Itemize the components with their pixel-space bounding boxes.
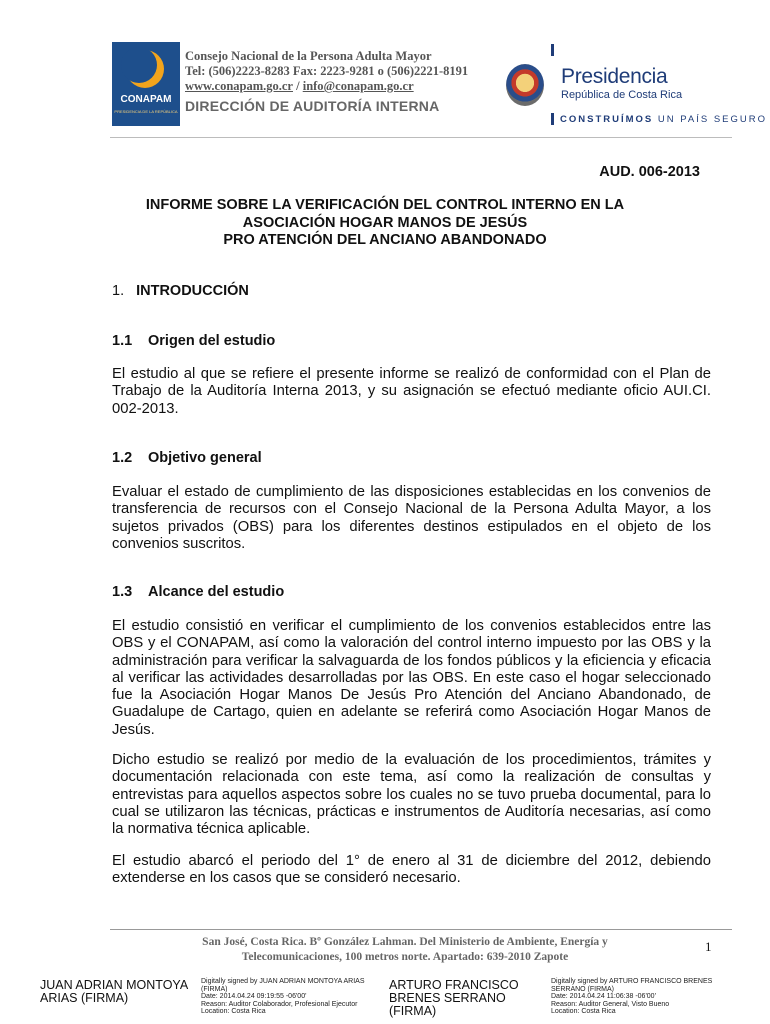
contact-separator: /	[296, 79, 300, 93]
signer-name-line: ARTURO FRANCISCO	[389, 978, 519, 992]
signature-meta-line: Location: Costa Rica	[551, 1008, 616, 1015]
paragraph-alcance-1: El estudio consistió en verificar el cumplimiento de los convenios establecidos entre las OBS y el CONAPAM, así como la valoración del control interno impuesto por las OBS y la administración para verificar la salvaguarda de los fondos públicos y la eficiencia y eficacia al verificar las actividades desarrolladas por las OBS. En este caso el hogar seleccionado fue la Asociación Hogar Manos De Jesús Pro Atención del Anciano Abandonado, de Guadalupe de Cartago, quien en adelante se referirá como Asociación Hogar Manos de Jesús.	[112, 618, 711, 738]
signature-meta-line: Digitally signed by JUAN ADRIAN MONTOYA ARIAS	[201, 978, 365, 985]
section-heading-1-2	[112, 450, 262, 466]
signature-details	[201, 978, 381, 1016]
section-number: 1.	[112, 283, 125, 299]
section-heading-1-3	[112, 584, 284, 600]
section-title: INTRODUCCIÓN	[136, 283, 249, 299]
signer-name-line: ARIAS (FIRMA)	[40, 991, 129, 1005]
org-contact	[185, 79, 414, 94]
coat-of-arms-icon	[506, 64, 544, 106]
signature-name	[40, 979, 200, 1005]
conapam-logo	[112, 42, 180, 126]
presidencia-bar	[551, 44, 554, 56]
signature-meta-line: Date: 2014.04.24 11:06:38 -06'00'	[551, 993, 656, 1000]
paragraph-alcance-3: El estudio abarcó el periodo del 1° de enero al 31 de diciembre del 2012, debiendo extenderse en los casos que se consideró necesario.	[112, 853, 711, 887]
signature-meta-line: (FIRMA)	[201, 985, 228, 993]
signature-meta-line: Date: 2014.04.24 09:19:55 -06'00'	[201, 993, 307, 1000]
moon-icon	[121, 47, 157, 83]
motto-bold: CONSTRUÍMOS	[560, 114, 654, 125]
address-line: San José, Costa Rica. Bº González Lahman. Del Ministerio de Ambiente, Energía y	[202, 936, 608, 948]
signature-meta-line: Digitally signed by ARTURO FRANCISCO BRENES	[551, 978, 713, 985]
footer-divider	[110, 929, 732, 930]
title-line: INFORME SOBRE LA VERIFICACIÓN DEL CONTROL INTERNO EN LA	[145, 197, 625, 213]
department-title: DIRECCIÓN DE AUDITORÍA INTERNA	[185, 98, 440, 114]
signer-name-line: BRENES SERRANO (FIRMA)	[389, 991, 506, 1018]
section-number: 1.2	[112, 450, 133, 466]
signature-name	[389, 979, 549, 1018]
paragraph-objetivo: Evaluar el estado de cumplimiento de las disposiciones establecidas en los convenios de transferencia de recursos con el Consejo Nacional de la Persona Adulta Mayor, a los sujetos privados (OBS) para los diferentes destinos estipulados en el objeto de los convenios suscritos.	[112, 484, 711, 552]
page-number: 1	[705, 939, 712, 954]
signature-details	[551, 978, 731, 1016]
signature-meta-line: Reason: Auditor Colaborador, Profesional Ejecutor	[201, 1000, 358, 1008]
presidencia-subtitle: República de Costa Rica	[561, 89, 683, 101]
title-line: PRO ATENCIÓN DEL ANCIANO ABANDONADO	[223, 232, 547, 248]
footer-address	[140, 935, 670, 965]
section-title: Alcance del estudio	[148, 584, 285, 600]
section-heading-1	[112, 283, 249, 299]
org-phones: Tel: (506)2223-8283 Fax: 2223-9281 o (506)2221-8191	[185, 64, 469, 78]
presidencia-motto	[560, 114, 767, 125]
signature-meta-line: SERRANO (FIRMA)	[551, 985, 614, 993]
logo-subtitle: PRESIDENCIA DE LA REPÚBLICA	[114, 109, 178, 114]
signature-meta-line: Reason: Auditor General, Visto Bueno	[551, 1000, 670, 1008]
paragraph-origen: El estudio al que se refiere el presente informe se realizó de conformidad con el Plan de Trabajo de la Auditoría Interna 2013, y su asignación se efectuó mediante oficio AUI.CI. 002-2013.	[112, 366, 711, 417]
signer-name-line: JUAN ADRIAN MONTOYA	[40, 978, 189, 992]
section-title: Objetivo general	[148, 450, 262, 466]
section-heading-1-1	[112, 333, 275, 349]
title-line: ASOCIACIÓN HOGAR MANOS DE JESÚS	[242, 214, 528, 231]
website-link[interactable]: www.conapam.go.cr	[185, 79, 293, 93]
signature-meta-line: Location: Costa Rica	[201, 1008, 266, 1015]
section-number: 1.1	[112, 333, 133, 349]
logo-name: CONAPAM	[120, 94, 172, 105]
motto-rest: UN PAÍS SEGURO	[657, 114, 768, 125]
email-link[interactable]: info@conapam.go.cr	[302, 79, 414, 93]
header-divider	[110, 137, 732, 138]
section-title: Origen del estudio	[148, 333, 276, 349]
motto-bar	[551, 113, 554, 125]
section-number: 1.3	[112, 584, 133, 600]
presidencia-title: Presidencia	[561, 65, 668, 88]
document-code: AUD. 006-2013	[599, 164, 700, 180]
document-title	[110, 197, 660, 250]
address-line: Telecomunicaciones, 100 metros norte. Apartado: 639-2010 Zapote	[241, 951, 569, 963]
org-name: Consejo Nacional de la Persona Adulta Mayor	[185, 49, 432, 63]
paragraph-alcance-2: Dicho estudio se realizó por medio de la evaluación de los procedimientos, trámites y documentación relacionada con este tema, así como la realización de consultas y entrevistas para aquellos aspectos sobre los cuales no se tuvo prueba documental, para lo cual se utilizaron las técnicas, prácticas e instrumentos de Auditoría necesarias, así como la normativa técnica aplicable.	[112, 752, 711, 838]
